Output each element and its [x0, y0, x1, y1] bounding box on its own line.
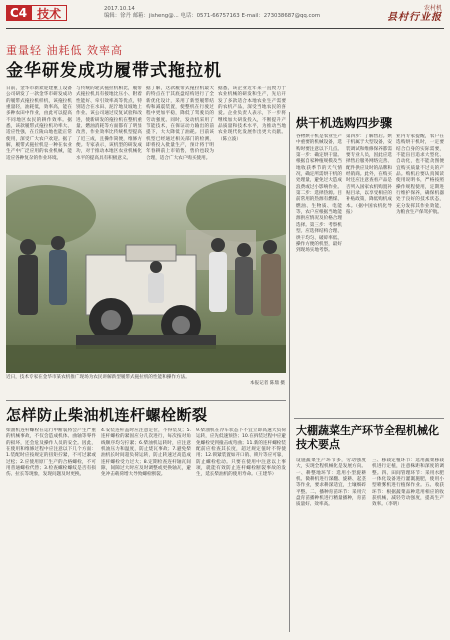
section-name: 技术	[31, 5, 67, 21]
right1-title: 烘干机选购四步骤	[296, 116, 393, 130]
lead-column-2: 与传统的轮式拖拉机相比，履带式拖拉机具有接地比压小、附着性能好、牵引效率高等优点，特别适合在水田、泥泞地及坡地上作业。该公司通过反复试验和改进，使新研发的拖拉机在整机重量、燃油消耗等方面都有了明显改善，作业效率比传统机型提高了近三成，且操作简便，维修方便。专家表示，该机型的研发成功，对于推动本地区农业机械化水平的提高具有积极意义。	[76, 86, 142, 161]
right1-column-1: 谷物烘干机是农业生产中重要的机械设备，选购时要注意以下几点。第一步：确定烘干量。根据自家种植规模及当地收获季节的天气情况，确定所需烘干机的处理量，避免过大造成浪费或过小影响作业。第二步：选择热源。目前常用的热源有燃煤、燃油、生物质、电能等，农户应根据当地能源供应情况及价格合理选择。第三步：考察机型。应选择结构合理、烘干均匀、破碎率低、操作方便的机型，最好到现场实地考察。	[296, 134, 342, 254]
news-photo	[6, 175, 286, 373]
newspaper-brand	[387, 5, 442, 24]
editor-contact: 编辑：徐丹 邮箱：jisheng@... 电话：0571-66757163 E-mail：273038687@qq.com	[104, 13, 321, 19]
right2-column-1: 设施蔬菜生产环节多，劳动强度大，实现全程机械化是发展方向。一、耕整地环节：选用小型旋耕机、微耕机进行深翻、旋耕、起垄等作业，要求耕深适宜，土壤细碎平整。二、播种育苗环节：采用穴盘育苗播种机进行精量播种，育苗质量好、效率高。	[296, 458, 366, 508]
section-divider	[6, 400, 286, 401]
right-divider	[294, 418, 444, 419]
right2-column-2: 三、移栽定植环节：选用蔬菜移栽机进行定植，注意株距和深度的调整。四、田间管理环节：采用水肥一体化设备进行灌溉施肥，使用小型喷雾机进行植保作业。五、收获环节：根据蔬菜品种选用相应的收获机械，减轻劳动强度，提高生产效率。（李明）	[372, 458, 444, 508]
photo-credit: 本报记者 陈鼎 摄	[249, 381, 285, 386]
column-divider	[289, 112, 290, 632]
article2-column-1: 柴油机连杆螺栓在运行中断裂将会产生严重的机械事故，不仅会造成机体、曲轴等零件的损坏，还会危及操作人员的安全。因此，在使用和维修过程中应注意以下几个方面：1.装配时应按规定的扭矩拧紧，不可过紧或过松；2.应使用原厂生产的合格螺栓，不可用普通螺栓代替；3.检查螺栓螺纹是否有损伤、拉长等现象，发现问题及时更换。	[6, 428, 96, 478]
article2-title: 怎样防止柴油机连杆螺栓断裂	[6, 406, 208, 424]
issue-date: 2017.10.14	[104, 6, 135, 12]
right1-column-3: 业内专家提醒，农户在选购烘干机时，一定要结合自身的实际需要，不能盲目追求大型化、自动化，也不能贪图便宜购买质量不过关的产品。购机后要认真阅读使用说明书，严格按照操作规程使用，定期进行维护保养，确保机器处于良好的技术状态，充分发挥其作业效能，为粮食生产保驾护航。	[396, 134, 444, 216]
header-divider	[6, 28, 444, 29]
lead-column-1: 日前，金华市新欢迎建重工设备公司研发了一款金华市研发成功的履带式拖拉机样机，该拖拉机重量轻，油耗低，效率高，能在多种农田中作业，由此可以提高不同地区农民的耕作效率。据悉，该款履带式拖拉机功率大、适应性强，在丘陵山地也能正常使用，深受广大农户欢迎。据了解，履带式拖拉机是一种在农业生产中广泛应用的农业机械，能适应各种复杂的作业环境。	[6, 86, 72, 161]
section-number: C4	[6, 5, 31, 21]
lead-column-3: 据了解，这款履带式拖拉机最大的特点在于其底盘结构进行了全新优化设计，采用了新型履带结构和减震装置，使整机在行驶过程中更加平稳，降低了驾驶员的劳动强度。同时，发动机采用了节能技术，在保证动力输出的前提下，大大降低了油耗。目前该机型已经通过相关部门的检测，即将投入批量生产，预计将于明年春耕前上市销售，售价也较为合理，适合广大农户购买使用。	[146, 86, 214, 161]
lead-subtitle: 重量轻 油耗低 效率高	[6, 44, 123, 57]
lead-title: 金华研发成功履带式拖拉机	[6, 61, 222, 81]
masthead	[6, 5, 444, 27]
photo-caption: 近日，技术专家在金华市某农机推广现场为农民讲解新型履带式拖拉机的性能和操作方法。	[6, 375, 190, 380]
photo-illustration	[6, 175, 286, 373]
brand-large: 县村行业报	[387, 12, 442, 23]
article2-column-2: 4.安装连杆盖时应注意定位，不得装反；5.连杆螺栓的紧固应分几次进行，每次按对角线顺序均匀拧紧；6.柴油机运转时，应注意机油压力和温度，防止烧瓦事故；7.避免柴油机长时间超负荷运转，防止转速过高造成连杆螺栓受力过大；8.定期检查连杆轴瓦间隙，间隙过大时应及时调整或更换轴瓦，避免冲击载荷增大导致螺栓断裂。	[101, 428, 191, 478]
section-tag	[6, 5, 67, 21]
right1-column-2: 第四步：了解售后。烘干机属于大型设备，安装调试和维修保养都需要专业人员，因此应选择售后服务网络完善、配件供应及时的品牌和经销商。此外，在购买时还应注意查看产品是否列入国家农机购置补贴目录，以享受相应的补贴政策，降低购机成本。（据中国农机化导报）	[346, 134, 392, 216]
right2-title: 大棚蔬菜生产环节全程机械化技术要点	[296, 424, 439, 451]
article2-column-3: 9.柴油机在冷车状态下不宜立即高速大负荷运转，应先低速预热；10.在拆装过程中应避免螺栓受到撞击或弯曲；11.新的连杆螺栓装配前应检查其长度，超过规定值时不得使用；12.锁紧装置如开口销、锁片等应可靠，防止螺栓松动。只要在使用中注意以上事项，就能有效防止连杆螺栓断裂事故的发生，延长柴油机的使用寿命。（王建华）	[196, 428, 286, 478]
lead-column-4: 据悉，该企业近年来一直致力于农业机械的研发和生产，先后开发了多款适合本地农业生产需要的农机产品，深受当地农民的喜爱。企业负责人表示，下一步将继续加大研发投入，不断提升产品质量和技术水平，为推动当地农业现代化发展作出更大贡献。（陈立波）	[218, 86, 286, 142]
brand-small: 农村机	[423, 5, 442, 12]
issue-info	[104, 6, 320, 20]
